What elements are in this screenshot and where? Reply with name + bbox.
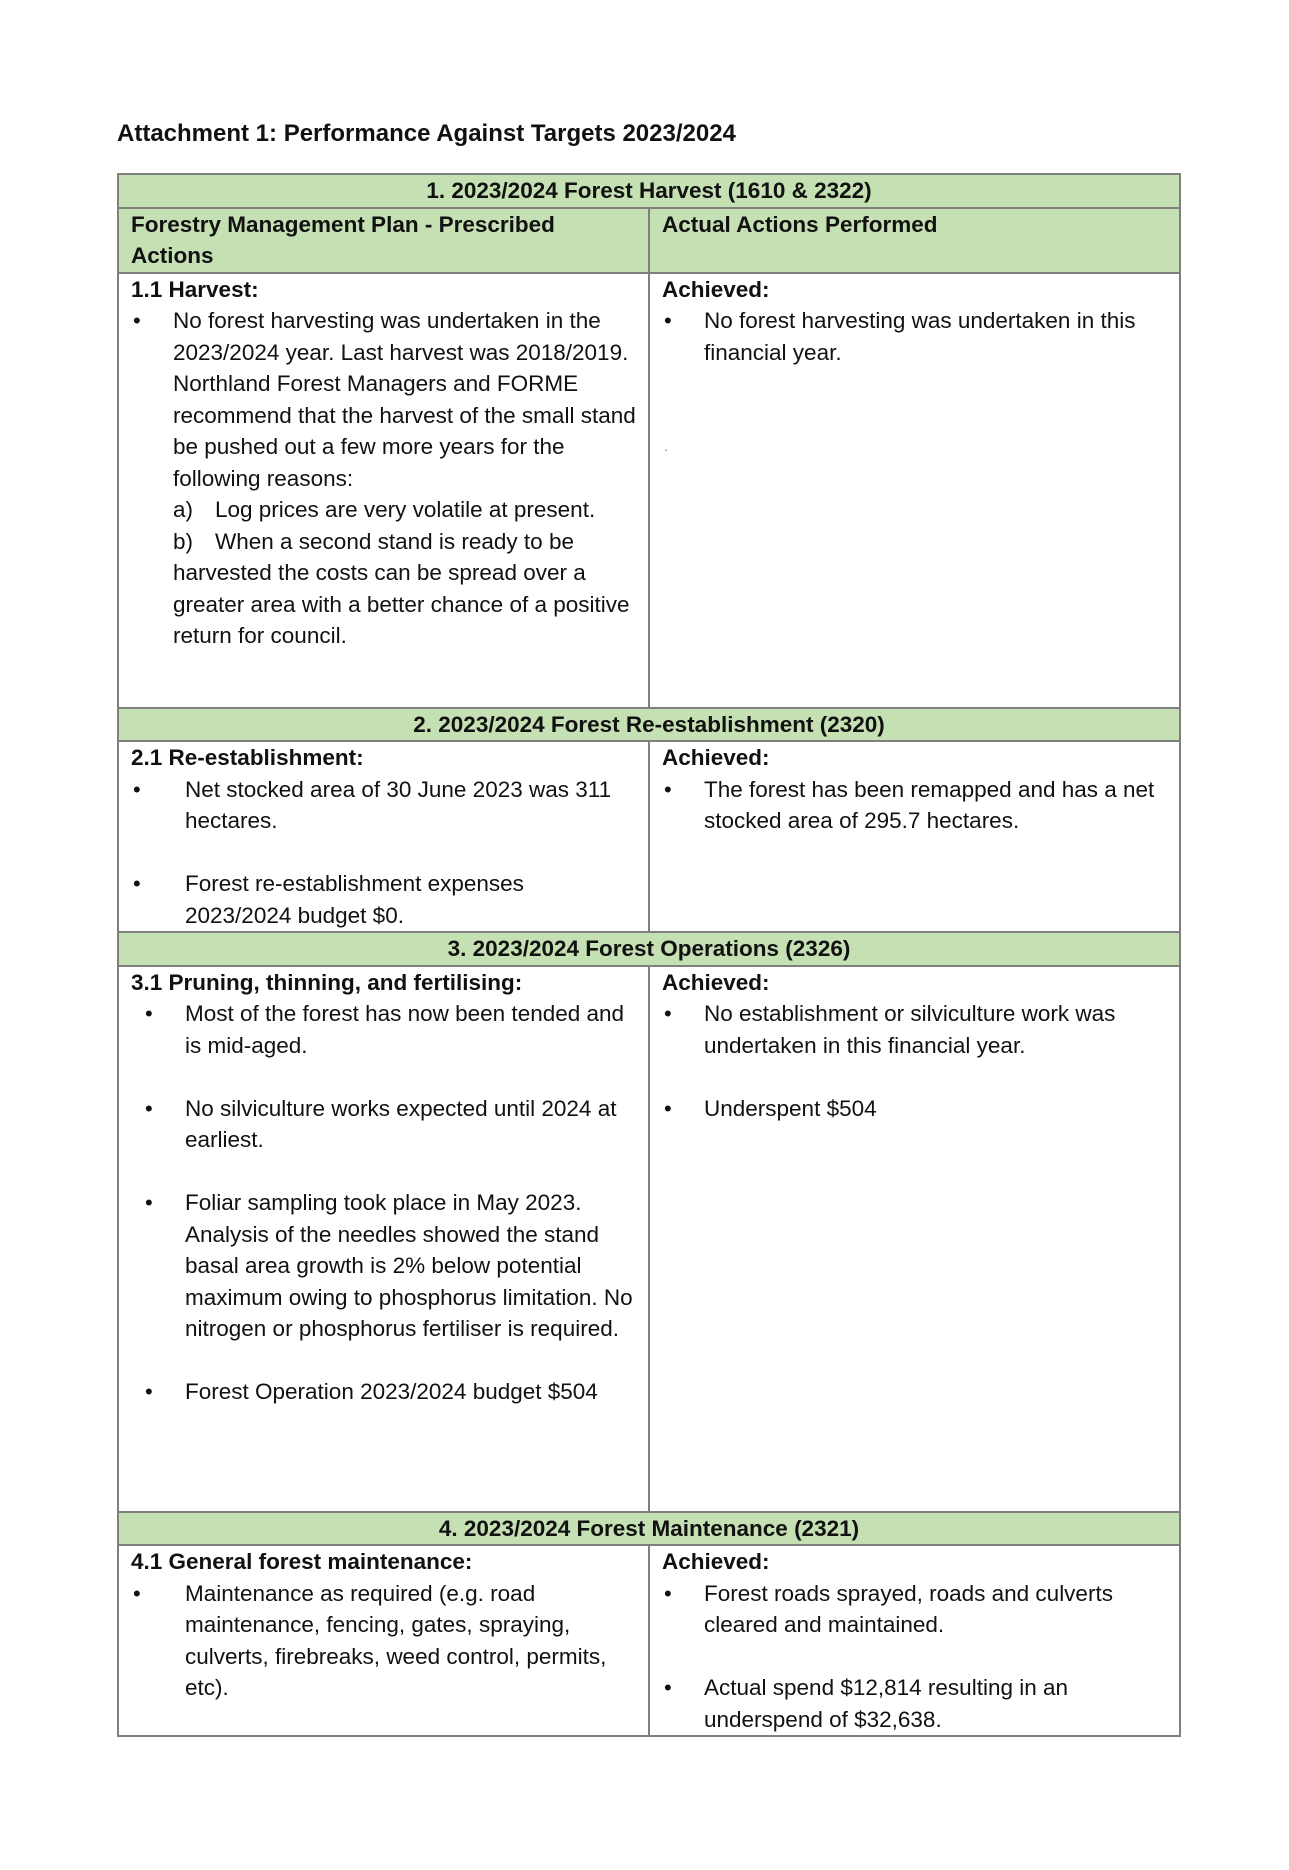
prescribed-actions-cell xyxy=(118,1545,649,1736)
list-item: • No silviculture works expected until 2024 at earliest. xyxy=(131,1093,636,1156)
list-spacer xyxy=(131,1345,636,1377)
bullet-list xyxy=(131,998,636,1408)
sub-item-text: Log prices are very volatile at present. xyxy=(215,497,596,522)
bullet-list xyxy=(131,774,636,932)
actual-actions-cell xyxy=(649,1545,1180,1736)
list-item: • Forest Operation 2023/2024 budget $504 xyxy=(131,1376,636,1408)
cell-label: 4.1 General forest maintenance: xyxy=(131,1549,473,1574)
prescribed-actions-cell xyxy=(118,273,649,708)
sub-item-letter: a) xyxy=(173,497,194,522)
prescribed-actions-cell xyxy=(118,966,649,1512)
bullet-list xyxy=(662,305,1167,368)
list-item: • Net stocked area of 30 June 2023 was 311 hectares. xyxy=(131,774,636,837)
actual-actions-cell xyxy=(649,966,1180,1512)
table-row xyxy=(118,741,1180,932)
cell-label: 3.1 Pruning, thinning, and fertilising: xyxy=(131,969,523,995)
list-item: • Underspent $504 xyxy=(662,1093,1167,1125)
sub-item-letter: b) xyxy=(173,528,194,554)
list-spacer xyxy=(131,1061,636,1093)
list-item: • No forest harvesting was undertaken in this financial year. xyxy=(662,305,1167,368)
page-title: Attachment 1: Performance Against Targets 2023/2024 xyxy=(117,120,736,147)
list-item: • Forest roads sprayed, roads and culverts cleared and maintained. xyxy=(662,1578,1167,1641)
section-heading-row xyxy=(118,174,1180,208)
table-row xyxy=(118,273,1180,708)
list-item xyxy=(131,305,636,652)
section-heading: 3. 2023/2024 Forest Operations (2326) xyxy=(118,932,1180,966)
stray-mark: . xyxy=(664,438,668,454)
cell-label: 1.1 Harvest: xyxy=(131,276,259,302)
bullet-list xyxy=(662,774,1167,837)
section-heading-row xyxy=(118,1512,1180,1546)
table-row xyxy=(118,1545,1180,1736)
list-item: • No establishment or silviculture work was undertaken in this financial year. xyxy=(662,998,1167,1061)
list-spacer xyxy=(131,1156,636,1188)
list-item: • Maintenance as required (e.g. road maintenance, fencing, gates, spraying, culverts, firebreaks, weed control, permits, etc). xyxy=(131,1578,636,1704)
sub-item xyxy=(173,526,636,652)
cell-label: Achieved: xyxy=(662,1549,770,1574)
list-item: • Forest re-establishment expenses 2023/2024 budget $0. xyxy=(131,868,636,931)
list-item: • The forest has been remapped and has a net stocked area of 295.7 hectares. xyxy=(662,774,1167,837)
column-header-row xyxy=(118,208,1180,273)
sub-item xyxy=(173,494,636,526)
column-header-left: Forestry Management Plan - Prescribed Actions xyxy=(118,208,649,273)
cell-label: Achieved: xyxy=(662,969,770,995)
list-item: • Foliar sampling took place in May 2023. Analysis of the needles showed the stand basal area growth is 2% below potential maximum owing to phosphorus limitation. No nitrogen or phosphorus fertiliser is required. xyxy=(131,1187,636,1345)
bullet-list xyxy=(662,1578,1167,1736)
section-heading: 2. 2023/2024 Forest Re-establishment (2320) xyxy=(118,708,1180,742)
bullet-list xyxy=(662,998,1167,1124)
section-heading-row xyxy=(118,708,1180,742)
performance-table xyxy=(117,173,1181,1737)
cell-label: Achieved: xyxy=(662,745,770,770)
list-item: • Actual spend $12,814 resulting in an underspend of $32,638. xyxy=(662,1672,1167,1735)
cell-label: Achieved: xyxy=(662,276,770,302)
cell-label: 2.1 Re-establishment: xyxy=(131,745,364,770)
bullet-list xyxy=(131,1578,636,1704)
actual-actions-cell xyxy=(649,741,1180,932)
list-spacer xyxy=(662,1061,1167,1093)
list-item: • Most of the forest has now been tended and is mid-aged. xyxy=(131,998,636,1061)
actual-actions-cell xyxy=(649,273,1180,708)
column-header-right: Actual Actions Performed xyxy=(649,208,1180,273)
list-item-text: No forest harvesting was undertaken in the 2023/2024 year. Last harvest was 2018/2019. Northland Forest Managers and FORME recommend that the harvest of the small stand be pushed out a few more years for the following reasons: xyxy=(173,308,636,491)
bullet-list xyxy=(131,305,636,652)
section-heading: 1. 2023/2024 Forest Harvest (1610 & 2322) xyxy=(118,174,1180,208)
list-spacer xyxy=(131,837,636,869)
table-row xyxy=(118,966,1180,1512)
section-heading-row xyxy=(118,932,1180,966)
prescribed-actions-cell xyxy=(118,741,649,932)
list-spacer xyxy=(662,1641,1167,1673)
sub-item-text: When a second stand is ready to be harvested the costs can be spread over a greater area with a better chance of a positive return for council. xyxy=(173,528,630,648)
section-heading: 4. 2023/2024 Forest Maintenance (2321) xyxy=(118,1512,1180,1546)
